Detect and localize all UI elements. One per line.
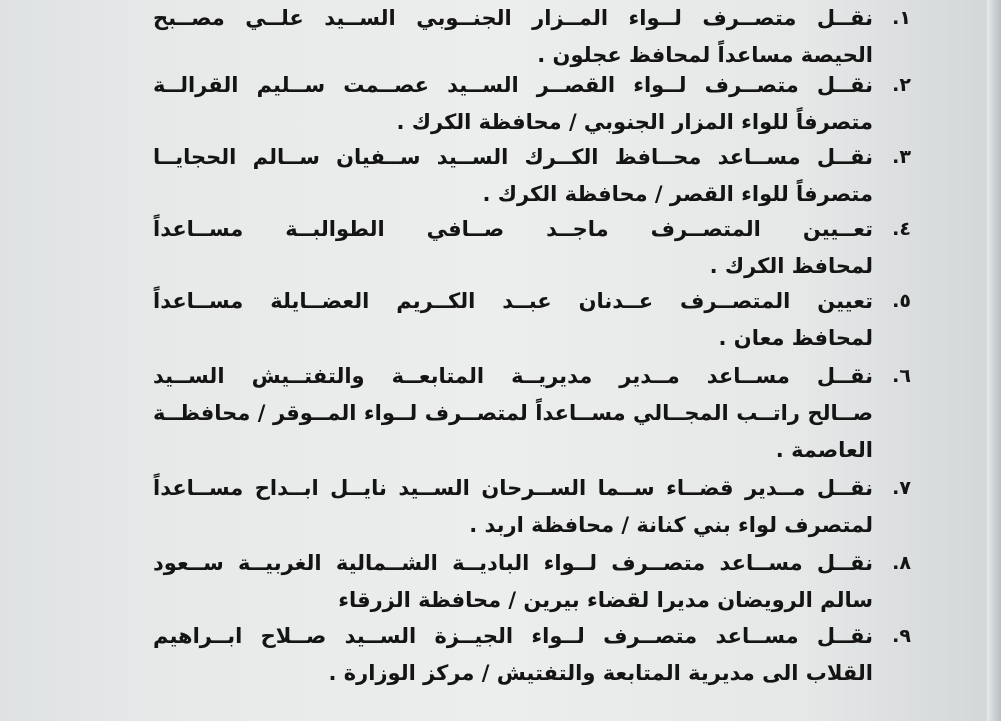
list-item-4 [153,211,911,285]
item-line: تعيين المتصــرف عــدنان عبــد الكــريم العضــايلة مســاعداً [153,289,873,313]
item-number: ٩. [892,625,911,647]
item-number: ٨. [892,552,911,574]
item-line: لمتصرف لواء بني كنانة / محافظة اربد . [469,513,873,537]
item-line: القلاب الى مديرية المتابعة والتفتيش / مركز الوزارة . [328,661,873,685]
item-number: ٢. [892,74,911,96]
list-item-3 [153,139,911,213]
item-line: متصرفاً للواء القصر / محافظة الكرك . [482,182,873,206]
item-number: ٦. [892,365,911,387]
item-line: سالم الرويضان مديرا لقضاء بيرين / محافظة الزرقاء [338,588,873,612]
list-item-5 [153,283,911,357]
item-line: نقــل متصــرف لــواء المــزار الجنــوبي الســيد علــي مصــبح [153,6,873,30]
item-line: متصرفاً للواء المزار الجنوبي / محافظة الكرك . [396,110,873,134]
item-line: العاصمة . [775,438,873,462]
item-number: ٥. [892,290,911,312]
item-line: لمحافظ الكرك . [709,254,873,278]
item-number: ١. [892,7,911,29]
item-line: نقــل متصــرف لــواء القصــر الســيد عصــمت ســليم القرالــة [153,73,873,97]
item-line: نقــل مســاعد مــدير مديريــة المتابعــة والتفتــيش الســيد [153,364,873,388]
item-number: ٤. [892,218,911,240]
item-line: نقــل مســاعد محــافظ الكــرك الســيد ســفيان ســالم الحجايــا [153,145,873,169]
list-item-8 [153,545,911,619]
list-item-9 [153,618,911,692]
list-item-6 [153,358,911,469]
item-line: نقــل مســاعد متصــرف لــواء الباديــة الشــمالية الغربيــة ســعود [153,551,873,575]
item-line: الحيصة مساعداً لمحافظ عجلون . [537,43,873,67]
list-item-7 [153,470,911,544]
list-item-1 [153,0,911,74]
item-line: نقــل مســاعد متصــرف لــواء الجيــزة الســيد صــلاح ابــراهيم [153,624,873,648]
item-number: ٧. [892,477,911,499]
page-edge-shadow [987,0,1001,721]
item-line: لمحافظ معان . [718,326,873,350]
item-line: نقــل مــدير قضــاء ســما الســرحان الســيد نايــل ابــداح مســاعداً [153,476,873,500]
item-line: صــالح راتــب المجــالي مســاعداً لمتصــرف لــواء المــوقر / محافظــة [153,401,873,425]
item-line: تعــيين المتصــرف ماجــد صــافي الطوالبــة مســاعداً [153,217,873,241]
item-number: ٣. [892,146,911,168]
list-item-2 [153,67,911,141]
